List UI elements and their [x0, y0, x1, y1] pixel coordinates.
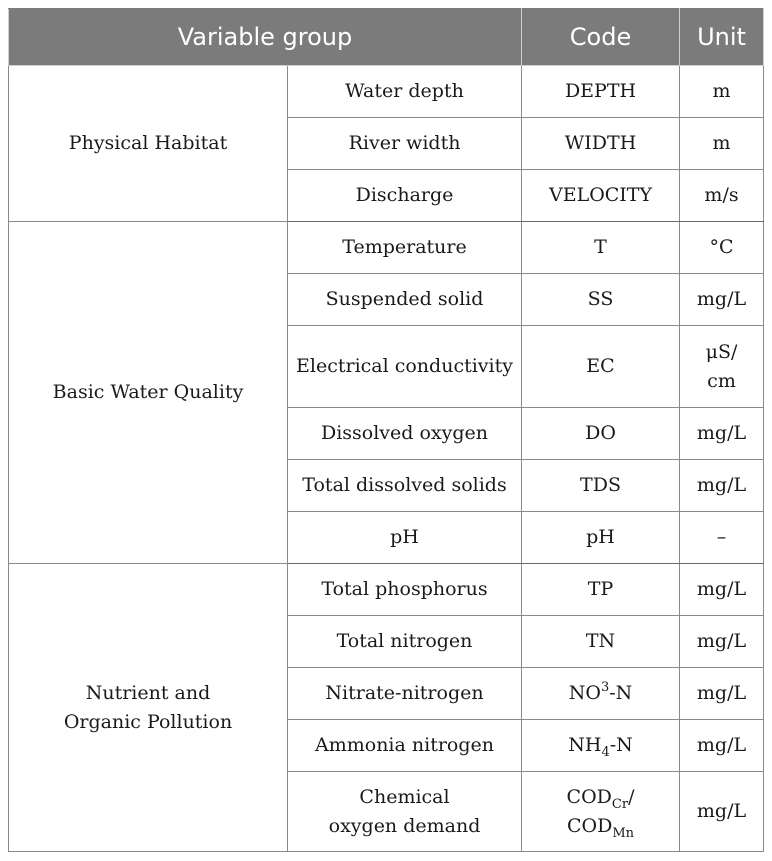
variable-cell: Nitrate-nitrogen [288, 668, 522, 720]
code-line [528, 783, 673, 812]
group-cell-nutrient-organic-pollution [9, 564, 288, 852]
unit-cell: mg/L [680, 564, 764, 616]
unit-line: μS/ [705, 340, 738, 363]
code-tail: -N [609, 734, 633, 756]
code-base: NH [568, 734, 602, 756]
code-cell: VELOCITY [522, 170, 680, 222]
unit-cell: m [680, 66, 764, 118]
code-cell: WIDTH [522, 118, 680, 170]
code-base: COD [566, 814, 613, 837]
group-cell-physical-habitat [9, 66, 288, 222]
code-cell [522, 720, 680, 772]
unit-cell: mg/L [680, 668, 764, 720]
unit-line: cm [707, 369, 736, 392]
variable-cell: Total dissolved solids [288, 460, 522, 512]
variable-cell: Discharge [288, 170, 522, 222]
code-cell: DO [522, 408, 680, 460]
unit-cell: mg/L [680, 460, 764, 512]
table-row [9, 564, 764, 616]
table-row [9, 66, 764, 118]
code-cell: T [522, 222, 680, 274]
unit-cell: m [680, 118, 764, 170]
variable-cell: pH [288, 512, 522, 564]
variable-line: oxygen demand [328, 814, 481, 837]
group-name-line: Nutrient and [85, 681, 211, 704]
code-cell: TP [522, 564, 680, 616]
code-tail: -N [609, 682, 633, 704]
unit-cell: – [680, 512, 764, 564]
code-line [528, 812, 673, 841]
code-base: COD [566, 785, 612, 808]
code-cell: SS [522, 274, 680, 326]
unit-cell: mg/L [680, 408, 764, 460]
code-subscript: 4 [601, 745, 610, 760]
code-subscript: Cr [611, 796, 629, 812]
group-name-line: Organic Pollution [63, 710, 233, 733]
unit-cell: mg/L [680, 772, 764, 852]
variable-cell [288, 772, 522, 852]
variable-cell: Electrical conductivity [288, 326, 522, 408]
unit-cell [680, 326, 764, 408]
variable-cell: River width [288, 118, 522, 170]
group-name: Physical Habitat [68, 132, 228, 154]
code-cell: TN [522, 616, 680, 668]
unit-cell: °C [680, 222, 764, 274]
header-variable-group: Variable group [9, 9, 522, 66]
variable-cell: Suspended solid [288, 274, 522, 326]
code-cell: EC [522, 326, 680, 408]
code-cell: DEPTH [522, 66, 680, 118]
code-cell: pH [522, 512, 680, 564]
code-superscript: 3 [600, 680, 610, 695]
code-cell [522, 772, 680, 852]
unit-cell: mg/L [680, 720, 764, 772]
variable-cell: Dissolved oxygen [288, 408, 522, 460]
code-subscript: Mn [612, 825, 635, 841]
unit-cell: mg/L [680, 274, 764, 326]
group-cell-basic-water-quality [9, 222, 288, 564]
group-name: Basic Water Quality [52, 381, 244, 403]
variable-cell: Water depth [288, 66, 522, 118]
code-cell [522, 668, 680, 720]
unit-cell: mg/L [680, 616, 764, 668]
table-row [9, 222, 764, 274]
unit-cell: m/s [680, 170, 764, 222]
header-unit: Unit [680, 9, 764, 66]
variable-cell: Total nitrogen [288, 616, 522, 668]
code-cell: TDS [522, 460, 680, 512]
variable-line: Chemical [359, 785, 450, 808]
variable-cell: Ammonia nitrogen [288, 720, 522, 772]
variable-table [8, 8, 764, 852]
variable-cell: Total phosphorus [288, 564, 522, 616]
code-base: NO [568, 682, 601, 704]
header-row [9, 9, 764, 66]
code-tail: / [628, 785, 635, 808]
variable-cell: Temperature [288, 222, 522, 274]
header-code: Code [522, 9, 680, 66]
